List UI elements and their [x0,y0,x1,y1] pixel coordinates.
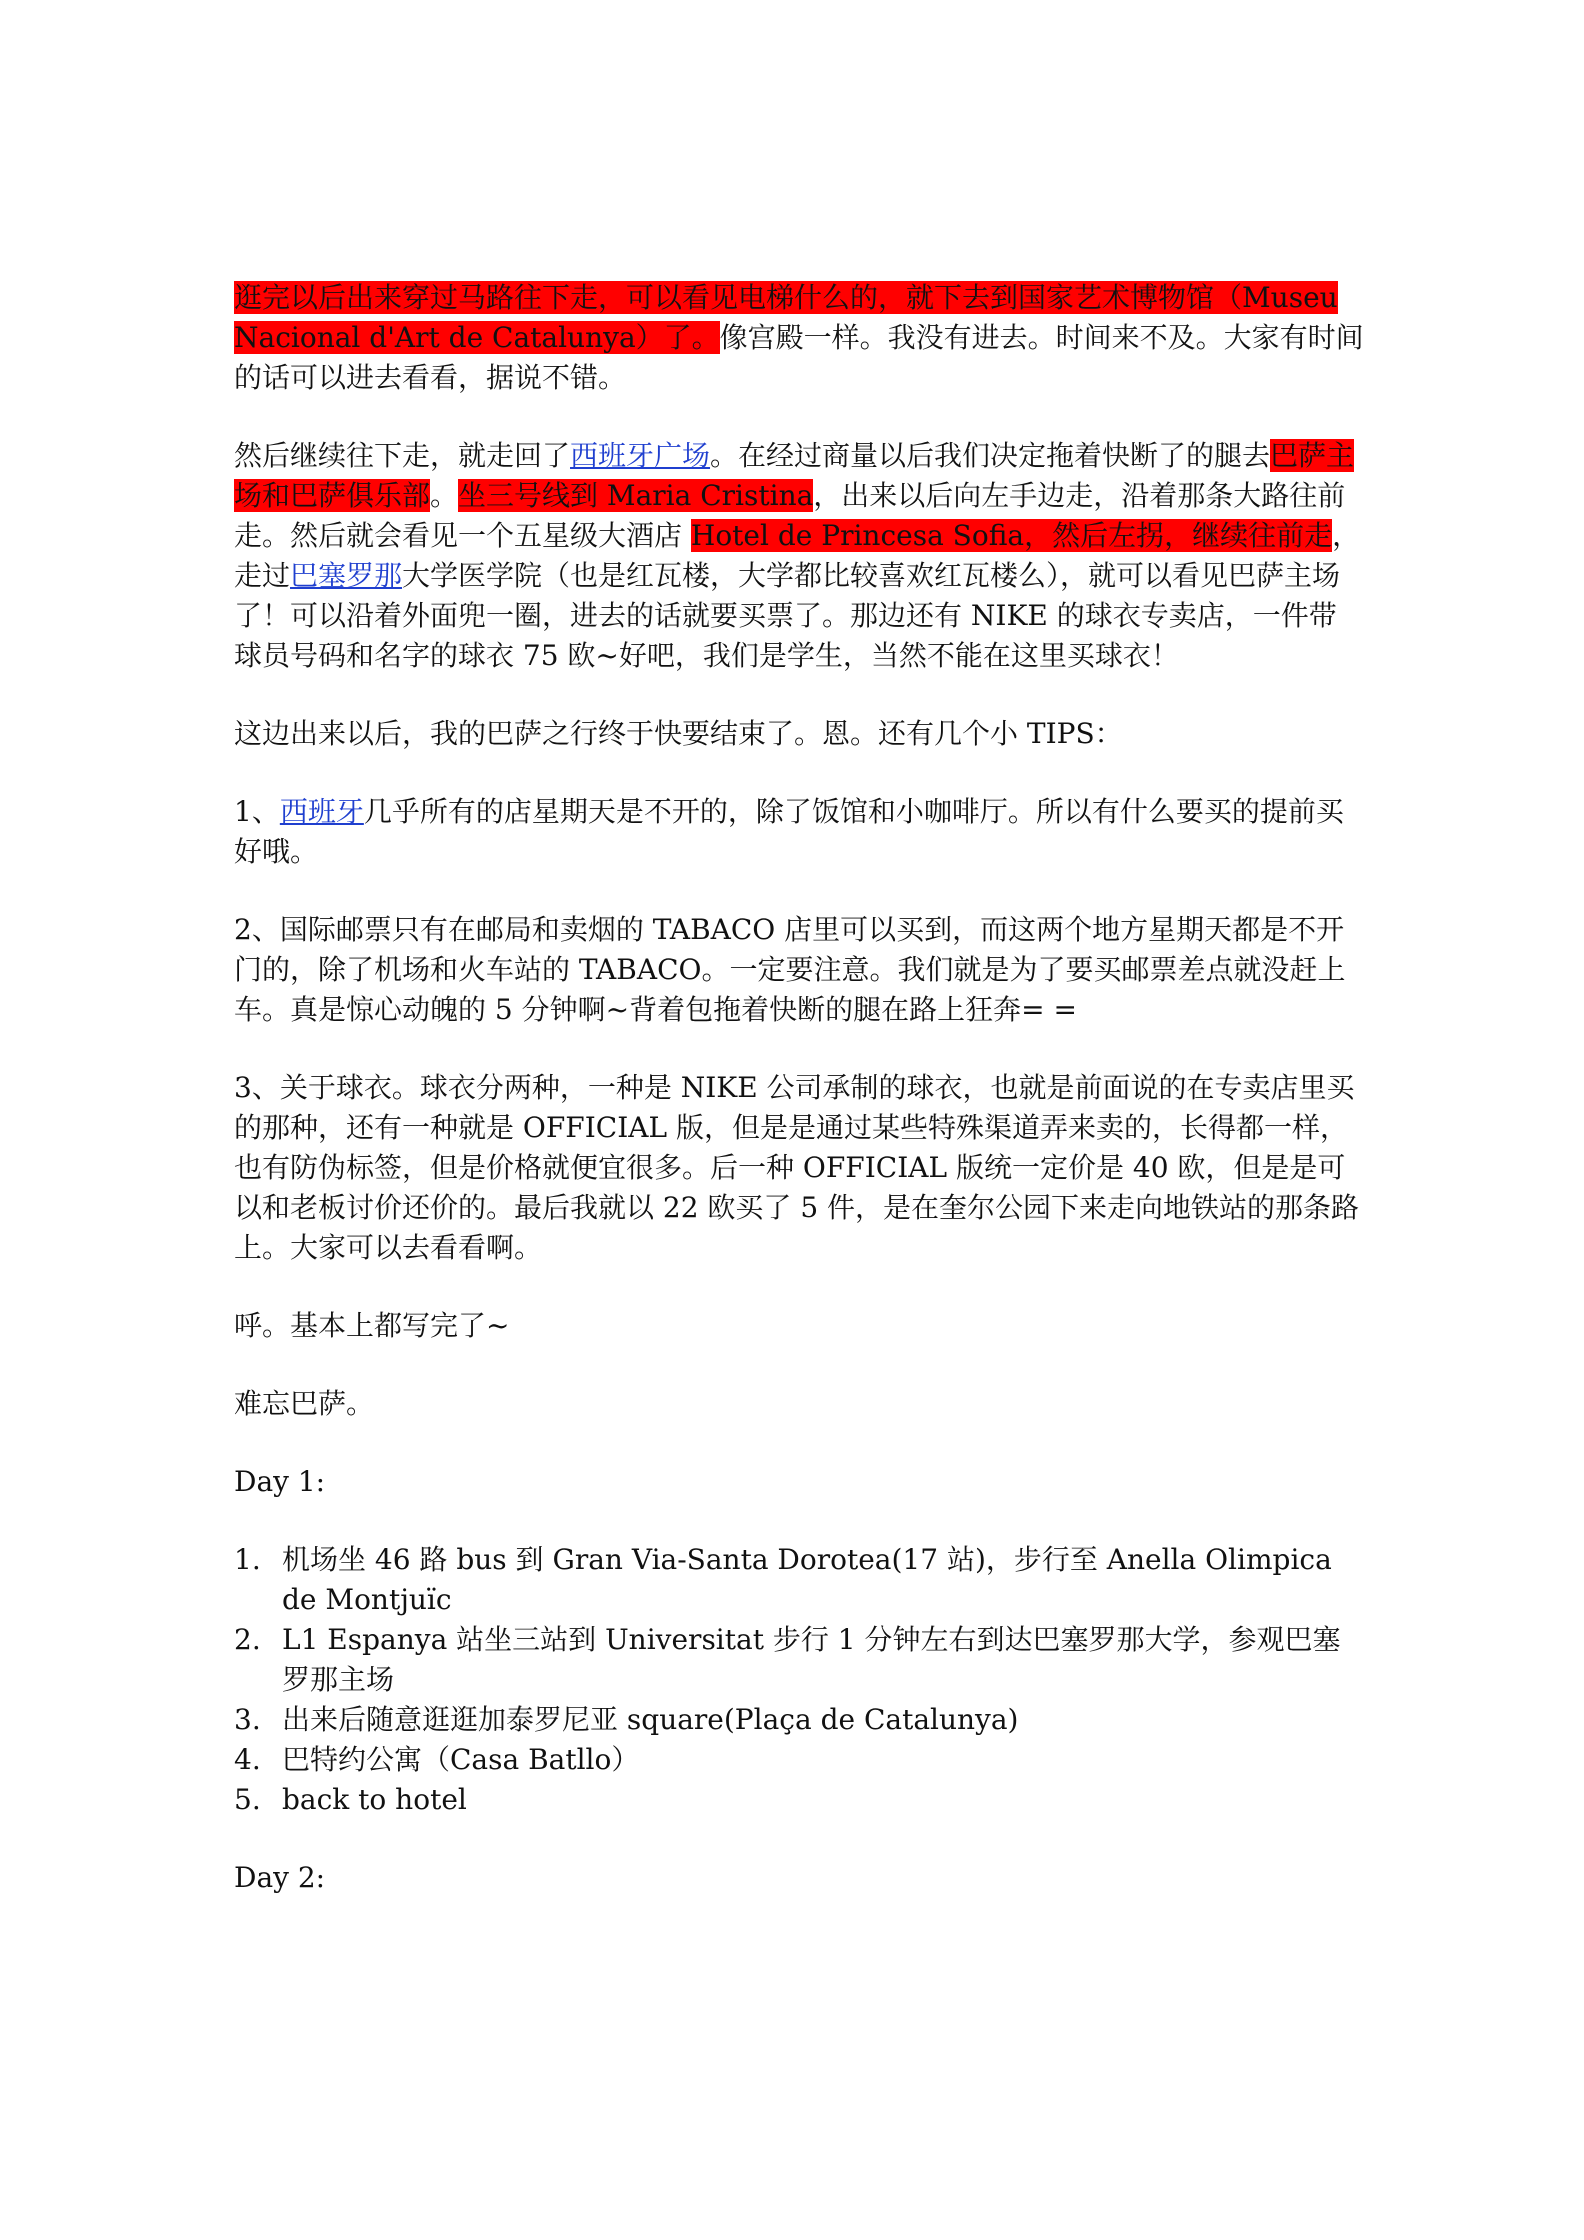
highlight-barca-stadium: 巴萨主场和巴萨俱乐部 [234,439,1355,512]
text-segment: 然后继续往下走，就走回了 [234,439,571,472]
paragraph-finished: 呼。基本上都写完了~ [234,1309,510,1342]
tip-3: 3、关于球衣。球衣分两种，一种是 NIKE 公司承制的球衣，也就是前面说的在专卖店里买的那种，还有一种就是 OFFICIAL 版，但是是通过某些特殊渠道弄来卖的，长得都一样，也有防伪标签，但是价格就便宜很多。后一种 OFFICIAL 版统一定价是 40 欧，但是是可以和老板讨价还价的。最后我就以 22 欧买了 5 件，是在奎尔公园下来走向地铁站的那条路上。大家可以去看看啊。 [234,1071,1360,1264]
link-barcelona[interactable]: 巴塞罗那 [290,559,403,592]
list-number: 3. [234,1703,261,1736]
list-item [234,1700,1364,1740]
list-number: 1. [234,1543,261,1576]
list-item [234,1540,1364,1620]
list-number: 2. [234,1623,261,1656]
day2-heading: Day 2: [234,1861,326,1894]
list-item [234,1780,1364,1820]
tip-2: 2、国际邮票只有在邮局和卖烟的 TABACO 店里可以买到，而这两个地方星期天都是不开门的，除了机场和火车站的 TABACO。一定要注意。我们就是为了要买邮票差点就没赶上车。真是惊心动魄的 5 分钟啊~背着包拖着快断的腿在路上狂奔= = [234,913,1346,1026]
highlight-museum: 逛完以后出来穿过马路往下走，可以看见电梯什么的，就下去到国家艺术博物馆（Museu Nacional d'Art de Catalunya）了。 [234,281,1338,354]
paragraph-unforgettable: 难忘巴萨。 [234,1387,375,1420]
list-item-text: L1 Espanya 站坐三站到 Universitat 步行 1 分钟左右到达巴塞罗那大学，参观巴塞罗那主场 [282,1623,1341,1696]
paragraph-museum-rest: 像宫殿一样。我没有进去。时间来不及。大家有时间的话可以进去看看，据说不错。 [234,321,1364,394]
list-item-text: 巴特约公寓（Casa Batllo） [282,1743,640,1776]
tip-number: 1、 [234,795,280,828]
day1-list [234,1540,1364,1820]
list-item-text: back to hotel [282,1783,467,1816]
paragraph-museum [234,278,1364,398]
list-item-text: 出来后随意逛逛加泰罗尼亚 square(Plaça de Catalunya) [282,1703,1019,1736]
tip-text: 几乎所有的店星期天是不开的，除了饭馆和小咖啡厅。所以有什么要买的提前买好哦。 [234,795,1344,868]
text-segment: 。在经过商量以后我们决定拖着快断了的腿去 [710,439,1271,472]
link-plaza-espana[interactable]: 西班牙广场 [570,439,711,472]
list-item [234,1740,1364,1780]
paragraph-stadium [234,436,1364,676]
day1-heading: Day 1: [234,1465,326,1498]
list-item [234,1620,1364,1700]
list-number: 5. [234,1783,261,1816]
list-number: 4. [234,1743,261,1776]
link-spain[interactable]: 西班牙 [279,795,364,828]
text-segment: 大学医学院（也是红瓦楼，大学都比较喜欢红瓦楼么），就可以看见巴萨主场了！可以沿着外面兜一圈，进去的话就要买票了。那边还有 NIKE 的球衣专卖店，一件带球员号码和名字的球衣 75 欧~好吧，我们是学生，当然不能在这里买球衣！ [234,559,1341,672]
text-segment: ，出来以后向左手边走，沿着那条大路往前走。然后就会看见一个五星级大酒店 [234,479,1346,552]
document-page [234,278,1364,1936]
paragraph-tips-intro: 这边出来以后，我的巴萨之行终于快要结束了。恩。还有几个小 TIPS： [234,717,1123,750]
text-segment: 。 [430,479,459,512]
text-segment: ，走过 [234,519,1361,592]
tip-1 [234,792,1364,872]
highlight-line3: 坐三号线到 Maria Cristina [458,479,814,512]
highlight-hotel: Hotel de Princesa Sofia，然后左拐，继续往前走 [690,519,1333,552]
list-item-text: 机场坐 46 路 bus 到 Gran Via-Santa Dorotea(17 站)，步行至 Anella Olimpica de Montjuïc [282,1543,1332,1616]
